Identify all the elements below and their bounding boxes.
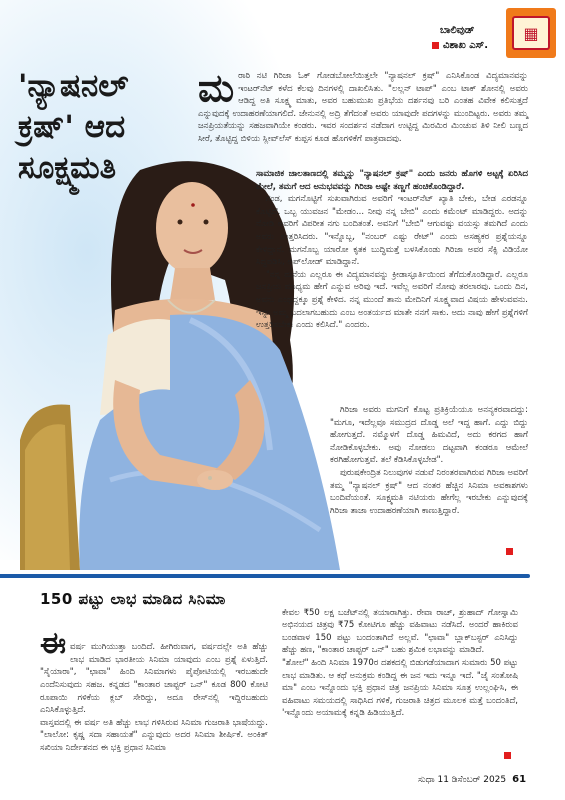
- title-line-2: ಕ್ರಷ್' ಆದ: [18, 109, 126, 145]
- article-col-right: [256, 168, 528, 332]
- article-para-6: ಪುರುಷಕೇಂದ್ರಿತ ನಿಲುವುಗಳ ನಡುವೆ ನಿರಂತರವಾಗಿರುವ ಗಿರಿಜಾ ಅವರಿಗೆ ತಮ್ಮ "ನ್ಯಾಷನಲ್ ಕ್ರಷ್" ಆದ ನಂತರ ಹೆಚ್ಚಿನ ಸಿನಿಮಾ ಅವಕಾಶಗಳು ಬಂದಿವೆಯಂತೆ. ಸೂಕ್ಷ್ಮಮತಿ ನಟಿಯರು ಹೇಗೆಲ್ಲ ಇರಬೇಕು ಎನ್ನುವುದಕ್ಕೆ ಗಿರಿಜಾ ತಾಜಾ ಉದಾಹರಣೆಯಾಗಿ ಕಾಣುತ್ತಿದ್ದಾರೆ.: [330, 467, 528, 516]
- article-para-2: ಸಾಮಾಜಿಕ ಜಾಲತಾಣದಲ್ಲಿ ತಮ್ಮನ್ನು "ನ್ಯಾಷನಲ್ ಕ್ರಷ್" ಎಂದು ಜನರು ಹೊಗಳಿ ಅಟ್ಟಕ್ಕೆ ಏರಿಸಿದ ಮೇಲೆ, ತಮಗೆ ಆದ ಅನುಭವವನ್ನು ಗಿರಿಜಾ ಅಷ್ಟೇ ತಣ್ಣಗೆ ಹಂಚಿಕೊಂಡಿದ್ದಾರೆ.: [256, 169, 528, 192]
- second-article-heading: 150 ಪಟ್ಟು ಲಾಭ ಮಾಡಿದ ಸಿನಿಮಾ: [40, 590, 226, 608]
- section-label: ಬಾಲಿವುಡ್: [440, 25, 475, 36]
- ring: [208, 476, 212, 480]
- page-footer: [418, 774, 526, 785]
- title-line-1: 'ನ್ಯಾಷನಲ್: [18, 68, 129, 104]
- page-number: 61: [512, 774, 527, 785]
- section-divider: [0, 574, 530, 578]
- section-logo: [506, 8, 556, 58]
- article-end-marker: [506, 548, 513, 555]
- article-para-4: "ನನ್ನ ಮನೆಯ ಎಲ್ಲರೂ ಈ ವಿದ್ಯಮಾನವನ್ನು ಕ್ರೀಡಾಸ್ಫೂರ್ತಿಯಿಂದ ತೆಗೆದುಕೊಂಡಿದ್ದಾರೆ. ಎಲ್ಲರೂ ಜನಪ್ರಿಯ ಮಾಧ್ಯಮ ಹೇಗೆ ಎನ್ನುವ ಅರಿವು ಇದೆ. ಇವೆಲ್ಲ ಅವರಿಗೆ ನೋವು ತರಲಾರವು. ಒಂದು ದಿನ, ಅವನು ಎಂಥದ್ದಕ್ಕೂ ಪ್ರಶ್ನೆ ಕೇಳಿದ. ನನ್ನ ಮುಂದೆ ತಾನು ಮೇದಿನಿಗೆ ಸೂಕ್ಷ್ಮವಾದ ವಿಷಯ ಹೇಳುವವನು. ಇನ್ನು ಅಮ್ಮ ಬದಲಾಗಬಹುದು ಎಂಬ ಅಂತರ್ಯದ ಮಾತೇ ನನಗೆ ಸಾಕು. ಅದು ನಾವು ಹೇಗೆ ಪ್ರಶ್ನೆಗಳಿಗೆ ಉತ್ತರಿಸಬೇಕು ಎಂದು ಕಲಿಸಿದೆ." ಎಂದರು.: [256, 269, 528, 331]
- issue-info: ಸುಧಾ 11 ಡಿಸೆಂಬರ್ 2025: [418, 775, 507, 785]
- hands: [197, 470, 233, 490]
- second-dropcap: ಈ: [40, 625, 67, 661]
- byline: [432, 40, 488, 51]
- left-eye: [178, 220, 183, 225]
- bindi: [191, 203, 195, 207]
- armchair-cushion: [25, 424, 70, 570]
- article-para-3: ಗಂಡ, ಮಗನೊಟ್ಟಿಗೆ ಸುಖವಾಗಿರುವ ಅವರಿಗೆ ಇಂಟರ್‌ನೆಟ್ ಖ್ಯಾತಿ ಬೇಕು, ಬೇಡ ಎರಡನ್ನೂ ಕೊಟ್ಟಿದೆ. ಒಬ್ಬ ಯುವಜನ "ಮೇಡಂ... ನೀವು ನನ್ನ ಬೇಬಿ" ಎಂದು ಕಮೆಂಟ್ ಮಾಡಿದ್ದರು. ಅದನ್ನು ನೋಡಿ ಅವರಿಗೆ ವಿಪರೀತ ನಗು ಬಂದಿತಂತೆ. ಅವನಿಗೆ "ಬೇಬಿ" ಆಗುವಷ್ಟು ವಯಸ್ಸು ತಮಗಿದೆ ಎಂದು ಅವರು ಉತ್ತರಿಸಿದರು. "ಇನ್ನೊಬ್ಬ, "ನಂಬರ್ ಎಷ್ಟು ರೇಟ್" ಎಂದು ಅಸಹ್ಯಕರ ಪ್ರಶ್ನೆಯನ್ನೂ ಕೇಳಿದ್ದಾನೆ. ಮಗನೊಬ್ಬ ಯಾರೋ ಕೃತಕ ಬುದ್ಧಿಮತ್ತೆ ಬಳಸಿಕೊಂಡು ಗಿರಿಜಾ ಅವರ ಸೆಕ್ಸಿ ವಿಡಿಯೋ ಸಿದ್ಧಪಡಿಸಿ, ಅಪ್‌ಲೋಡ್ ಮಾಡಿದ್ದಾನೆ.: [256, 194, 528, 268]
- second-article-right: [282, 594, 518, 720]
- article-para-1: ರಾಠಿ ನಟಿ ಗಿರಿಜಾ ಓಕ್ ಗೋಡಬೋಲೆಯಿತ್ತಲೇ "ನ್ಯಾಷನಲ್ ಕ್ರಷ್" ಎನಿಸಿಕೊಂಡ ವಿದ್ಯಮಾನವನ್ನು ಇಂಟರ್‌ನೆಟ್ ಕಳೆದ ಕೆಲವು ದಿನಗಳಲ್ಲಿ ದಾಖಲಿಸಿತು. "ಲಲ್ಲನ್ ಟಾಪ್" ಎಂಬ ಟಾಕ್ ಶೋನಲ್ಲಿ ಅವರು ಆಡಿದ್ದ ಅತಿ ಸೂಕ್ಷ್ಮ ಮಾತು, ಅವರ ಬಹುಮುಖ ಪ್ರತಿಭೆಯ ದರ್ಶನವು ಬರಿ ಎಂತಹ ವಿವೇಕ ಕಲಿಸುತ್ತದೆ ಎನ್ನುವುದಕ್ಕೆ ಉದಾಹರಣೆಯಾಗಲಿದೆ. ಜೇನುನಲ್ಲಿ ಅದ್ರಿ ತೆಗೆದಂತೆ ಅವರು ಯಾವುದೇ ಪದಗಳನ್ನು ಮುಂದಿಟ್ಟರು. ಅವರು ತಮ್ಮ ಜನಪ್ರಿಯತೆಯನ್ನು ಸಹಜವಾಗಿಯೇ ಕಂಡರು. ಇವರ ಸಂದರ್ಶನ ನಡೆದಾಗ ಉಟ್ಟಿದ್ದ ಮಿರಮಿರ ಮಿಂಚುವ ತಿಳಿ ನೀಲಿ ಬಣ್ಣದ ಸೀರೆ, ತೊಟ್ಟಿದ್ದ ಬಿಳಿಯ ಸ್ಲೀವ್‌ಲೆಸ್ ಕುಪ್ಪಸ ಕೂಡ ಹೊಗಳಿಕೆಗೆ ಪಾತ್ರವಾದವು.: [198, 71, 528, 144]
- title-line-3: ಸೂಕ್ಷ್ಮಮತಿ: [18, 150, 117, 186]
- neck: [170, 268, 215, 300]
- second-article-left-text: ವರ್ಷ ಮುಗಿಯುತ್ತಾ ಬಂದಿದೆ. ಹೀಗಿರುವಾಗ, ವರ್ಷದಲ್ಲೇ ಅತಿ ಹೆಚ್ಚು ಲಾಭ ಮಾಡಿದ ಭಾರತೀಯ ಸಿನಿಮಾ ಯಾವುದು ಎಂಬ ಪ್ರಶ್ನೆ ಏಳುತ್ತಿದೆ. "ಸೈಯಾರಾ", "ಛಾವಾ" ಹಿಂದಿ ಸಿನಿಮಾಗಳು ಪೈಪೋಟಿಯಲ್ಲಿ ಇರಬಹುದೇ ಎಂದೆನಿಸುವುದು ಸಹಜ. ಕನ್ನಡದ "ಕಾಂತಾರ ಚಾಪ್ಟರ್ ಒನ್" ಕೂಡ 800 ಕೋಟಿ ರೂಪಾಯಿ ಗಳಿಕೆಯ ಕ್ಲಬ್ ಸೇರಿದ್ದು, ಅದೂ ರೇಸ್‌ನಲ್ಲಿ ಇದ್ದಿರಬಹುದು ಎನಿಸಿಕೊಳ್ಳುತ್ತಿದೆ. ವಾಸ್ತವದಲ್ಲಿ ಈ ವರ್ಷ ಅತಿ ಹೆಚ್ಚು ಲಾಭ ಗಳಿಸಿರುವ ಸಿನಿಮಾ ಗುಜರಾತಿ ಭಾಷೆಯದ್ದು. "ಲಾಲೋ: ಕೃಷ್ಣ ಸದಾ ಸಹಾಯತೆ" ಎನ್ನುವುದು ಅದರ ಸಿನಿಮಾ ಶೀರ್ಷಿಕೆ. ಅಂಕಿತ್ ಸಖಿಯಾ ನಿರ್ದೇಶನದ ಈ ಭಕ್ತಿ ಪ್ರಧಾನ ಸಿನಿಮಾ: [40, 642, 268, 753]
- article-para-5: ಗಿರಿಜಾ ಅವರು ಮಗನಿಗೆ ಕೊಟ್ಟ ಪ್ರತಿಕ್ರಿಯೆಯೂ ಅನನ್ಯಕರವಾದದ್ದು: "ಮಗೂ, ಇದೆಲ್ಲವೂ ಸಮುದ್ರದ ದೊಡ್ಡ ಅಲೆ ಇದ್ದ ಹಾಗೆ. ಎದ್ದು ಬಿದ್ದು ಹೋಗುತ್ತದೆ. ನಮ್ಮೊಳಗೆ ದೊಡ್ಡ ಹಿಮವಿದೆ, ಅದು ಕರಗದ ಹಾಗೆ ನೋಡಿಕೊಳ್ಳಬೇಕು. ಅವು ನೋಡಲು ದಟ್ಟವಾಗಿ ಕಂಡರೂ ಆಮೇಲೆ ಕರಗಿಹೋಗುತ್ತವೆ. ತಲೆ ಕೆಡಿಸಿಕೊಳ್ಳಬೇಡ".: [330, 405, 528, 466]
- second-article-right-text: ಕೇವಲ ₹50 ಲಕ್ಷ ಬಜೆಟ್‌ನಲ್ಲಿ ತಯಾರಾಗಿತ್ತು. ರೇವಾ ರಾಚ್, ಶ್ರುಹಾದ್ ಗೋಸ್ವಾಮಿ ಅಭಿನಯದ ಚಿತ್ರವು ₹75 ಕೋಟಿಗೂ ಹೆಚ್ಚು ವಹಿವಾಟು ನಡೆಸಿದೆ. ಅಂದರೆ ಹಾಕಿರುವ ಬಂಡವಾಳ 150 ಪಟ್ಟು ಬಂದಂತಾಗಿದೆ ಅಲ್ಲವೆ. "ಛಾವಾ" ಬ್ಲಾಕ್‌ಬಸ್ಟರ್ ಎನಿಸಿದ್ದು ಹೆಚ್ಚು ಹಣ, "ಕಾಂತಾರ ಚಾಪ್ಟರ್ ಒನ್" ಬಹು ಶ್ರಮಿಕ ಲಭಾವನ್ನು ಮಾಡಿದೆ. "ಶೋಲೆ" ಹಿಂದಿ ಸಿನಿಮಾ 1970ರ ದಶಕದಲ್ಲಿ ಬಿಡುಗಡೆಯಾದಾಗ ಸುಮಾರು 50 ಪಟ್ಟು ಲಾಭ ಮಾಡಿತು. ಆ ಕಥೆ ಅನುಕ್ರಮ ಕಂಡಿದ್ದ ಈ ಜನ ಇದು ಇನ್ನೂ ಇದೆ. "ಜೈ ಸಂತೋಷಿ ಮಾ" ಎಂಬ ಇನ್ನೊಂದು ಭಕ್ತಿ ಪ್ರಧಾನ ಚಿತ್ರ ಜನಪ್ರಿಯ ಸಿನಿಮಾ ಸೂತ್ರ ಉಲ್ಲಂಘಿಸಿ, ಈ ವಹಿವಾಟು ಸಮಯದಲ್ಲಿ ಸಾಧಿಸಿದ ಗಳಿಕೆ, ಗುಜರಾತಿ ಚಿತ್ರದ ಮೂಲಕ ಮತ್ತೆ ಬಂದಂತಿದೆ, 'ಇನ್ನೊಂದು ಅಯಾಮಕ್ಕೆ ಕನ್ನಡಿ ಹಿಡಿಯುತ್ತಿದೆ.: [282, 607, 518, 719]
- second-article-left: [40, 616, 268, 755]
- article-col-lower: [330, 404, 528, 517]
- second-article-end-marker: [504, 752, 511, 759]
- film-icon: ▦: [512, 16, 550, 50]
- article-col-top: [198, 65, 528, 146]
- dropcap: ಮ: [198, 65, 235, 110]
- right-eye: [204, 220, 209, 225]
- author-name: ವಿಶಾಖ ಎಸ್.: [443, 40, 488, 51]
- face: [156, 182, 228, 274]
- byline-marker: [432, 42, 439, 49]
